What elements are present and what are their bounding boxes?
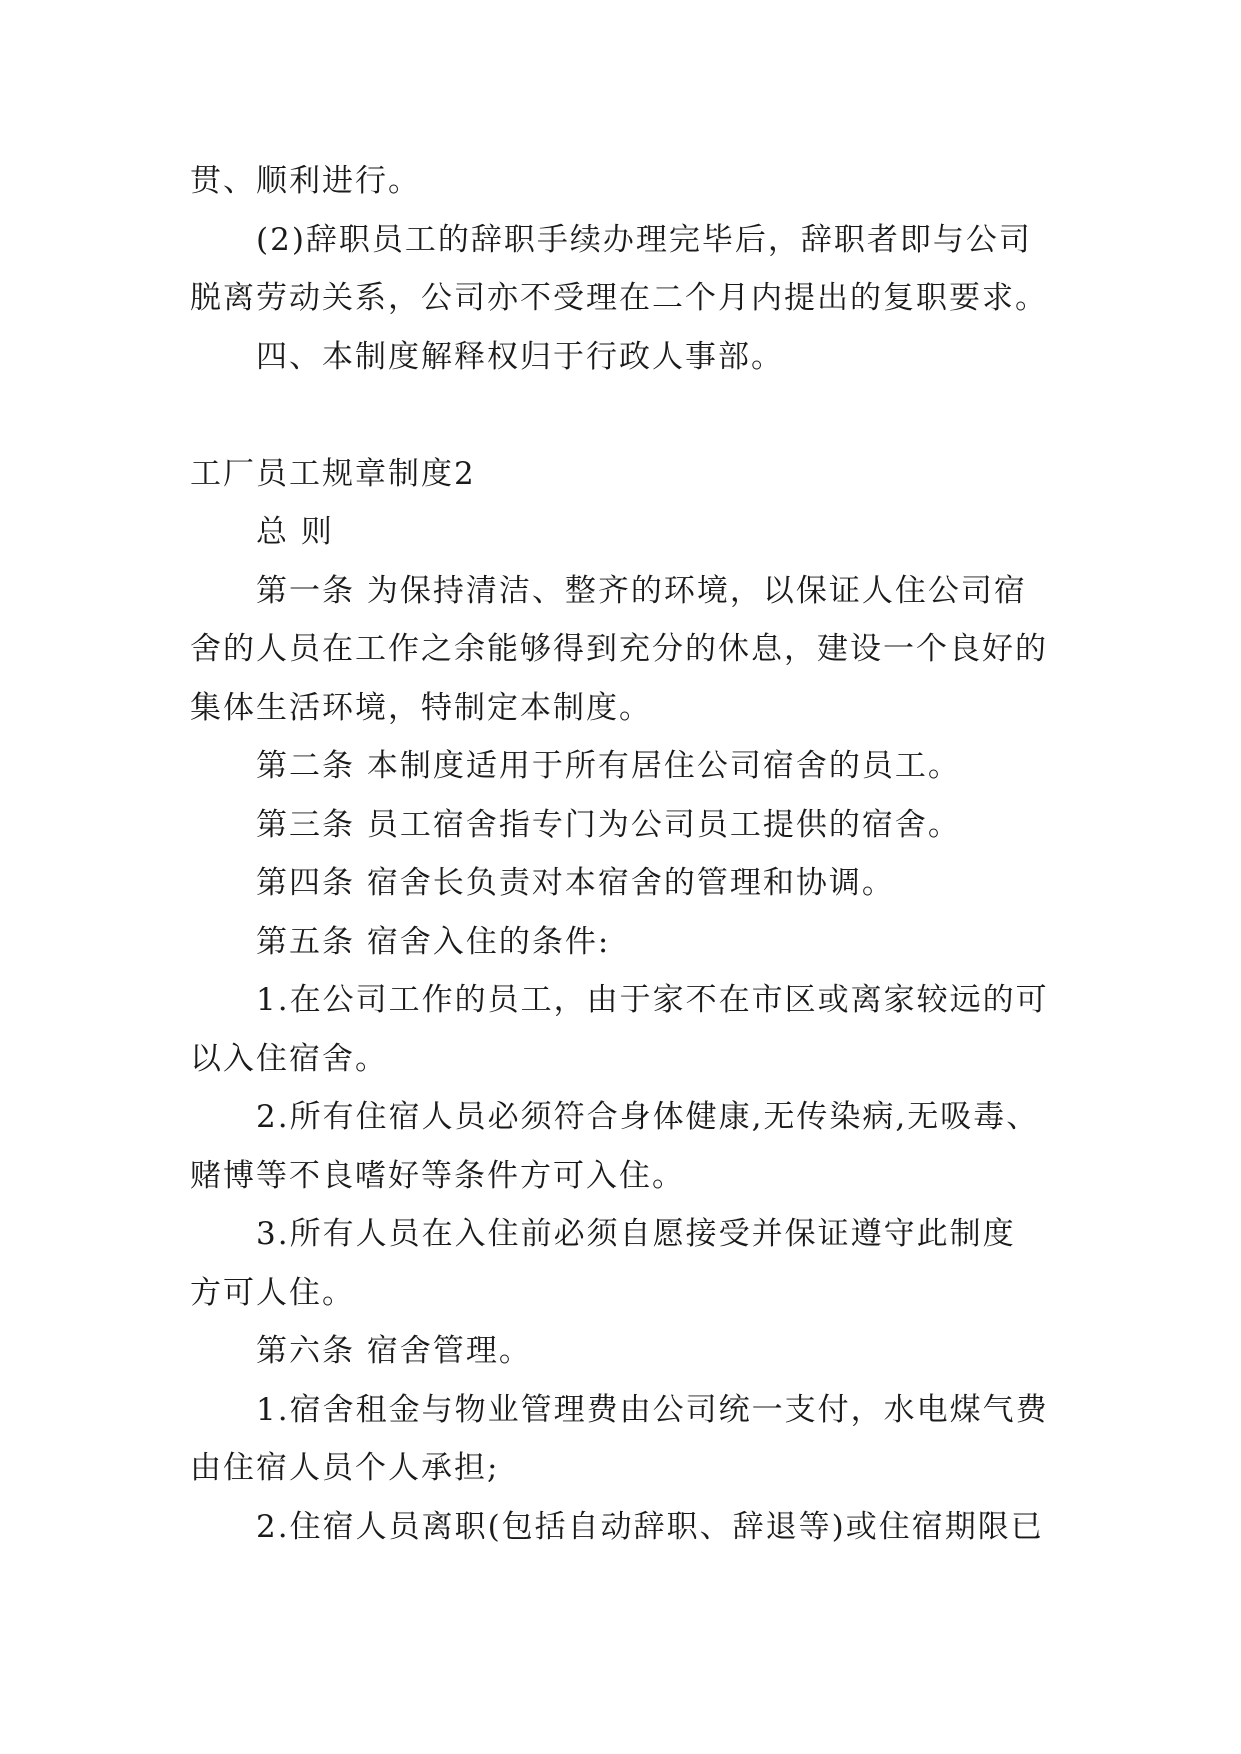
text-line: (2)辞职员工的辞职手续办理完毕后，辞职者即与公司 <box>256 221 1032 258</box>
text-line: 2.住宿人员离职(包括自动辞职、辞退等)或住宿期限已 <box>256 1508 1044 1545</box>
text-line: 由住宿人员个人承担; <box>190 1450 500 1486</box>
text-line: 集体生活环境，特制定本制度。 <box>190 689 652 726</box>
text-line: 脱离劳动关系，公司亦不受理在二个月内提出的复职要求。 <box>190 280 1048 316</box>
text-line: 四、本制度解释权归于行政人事部。 <box>256 338 784 375</box>
text-line: 舍的人员在工作之余能够得到充分的休息，建设一个良好的 <box>190 631 1048 667</box>
text-line: 第五条 宿舍入住的条件: <box>256 923 611 960</box>
text-line: 方可人住。 <box>190 1274 355 1311</box>
text-line: 赌博等不良嗜好等条件方可入住。 <box>190 1157 685 1194</box>
text-line: 1.宿舍租金与物业管理费由公司统一支付，水电煤气费 <box>256 1391 1049 1428</box>
text-line: 2.所有住宿人员必须符合身体健康,无传染病,无吸毒、 <box>256 1099 1040 1135</box>
text-line: 第一条 为保持清洁、整齐的环境，以保证人住公司宿 <box>256 572 1027 609</box>
text-line: 第二条 本制度适用于所有居住公司宿舍的员工。 <box>256 748 961 784</box>
section-title: 工厂员工规章制度2 <box>190 455 476 492</box>
text-line: 贯、顺利进行。 <box>190 163 421 199</box>
document-page <box>190 152 1070 1556</box>
text-line: 第三条 员工宿舍指专门为公司员工提供的宿舍。 <box>256 806 961 843</box>
blank-line <box>190 386 1070 445</box>
text-line: 第六条 宿舍管理。 <box>256 1333 532 1369</box>
text-line: 第四条 宿舍长负责对本宿舍的管理和协调。 <box>256 865 895 901</box>
section-heading: 总 则 <box>256 514 334 550</box>
text-line: 以入住宿舍。 <box>190 1040 388 1077</box>
text-line: 3.所有人员在入住前必须自愿接受并保证遵守此制度 <box>256 1216 1016 1252</box>
text-line: 1.在公司工作的员工，由于家不在市区或离家较远的可 <box>256 982 1049 1018</box>
